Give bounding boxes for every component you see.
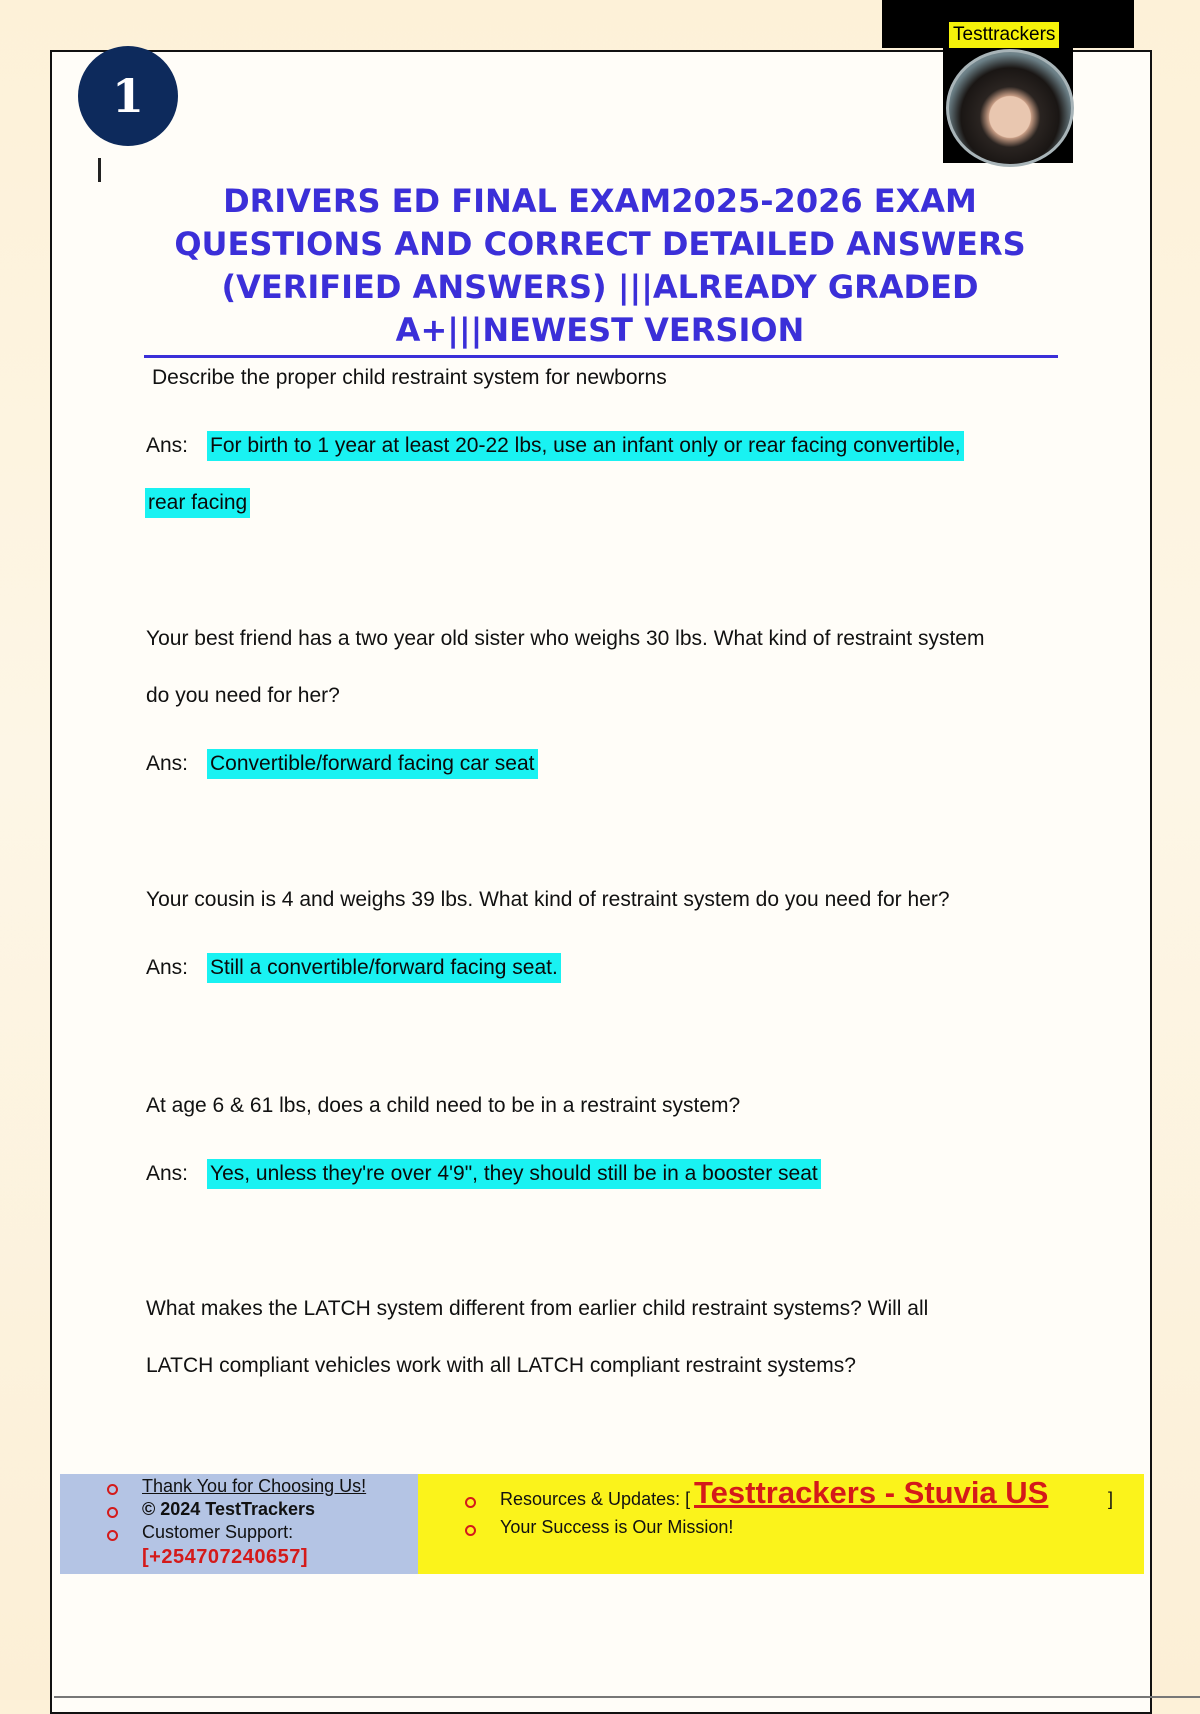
page-title: DRIVERS ED FINAL EXAM2025-2026 EXAM QUESTIONS AND CORRECT DETAILED ANSWERS (VERIFIED ANSWERS) |||ALREADY GRADED A+|||NEWEST VERSION: [174, 182, 1026, 349]
mission-text: Your Success is Our Mission!: [500, 1517, 734, 1537]
bottom-divider: [54, 1696, 1200, 1698]
question-1: Describe the proper child restraint system for newborns: [152, 366, 667, 389]
answer-label-4: Ans:: [146, 1162, 189, 1185]
resources-bracket: ]: [1108, 1489, 1114, 1509]
support-phone[interactable]: [+254707240657]: [142, 1546, 308, 1568]
question-5-line-1: What makes the LATCH system different from earlier child restraint systems? Will all: [146, 1297, 929, 1320]
title-underline: [144, 355, 1058, 358]
question-5-line-2: LATCH compliant vehicles work with all LATCH compliant restraint systems?: [146, 1354, 856, 1377]
bullet-icon: [107, 1507, 118, 1518]
answer-label-2: Ans:: [146, 752, 189, 775]
resources-link[interactable]: Testtrackers - Stuvia US: [694, 1475, 1049, 1510]
brand-label: Testtrackers: [949, 22, 1059, 48]
answer-3: Still a convertible/forward facing seat.: [207, 953, 561, 983]
answer-label-1: Ans:: [146, 434, 189, 457]
support-label: Customer Support:: [142, 1522, 294, 1542]
answer-label-3: Ans:: [146, 956, 189, 979]
copyright-text: © 2024 TestTrackers: [142, 1499, 316, 1519]
answer-2: Convertible/forward facing car seat: [207, 749, 538, 779]
question-3: Your cousin is 4 and weighs 39 lbs. What kind of restraint system do you need for her?: [146, 888, 950, 911]
text-cursor-mark: [98, 158, 101, 182]
bullet-icon: [107, 1530, 118, 1541]
bullet-icon: [107, 1484, 118, 1495]
answer-4: Yes, unless they're over 4'9", they should still be in a booster seat: [207, 1159, 821, 1189]
thank-you-link[interactable]: Thank You for Choosing Us!: [142, 1476, 367, 1496]
bullet-icon: [465, 1525, 476, 1536]
bullet-icon: [465, 1497, 476, 1508]
answer-1-line-2: rear facing: [145, 488, 250, 518]
question-2-line-1: Your best friend has a two year old sister who weighs 30 lbs. What kind of restraint system: [146, 627, 985, 650]
portrait-photo-icon: [946, 49, 1074, 167]
resources-label: Resources & Updates: [: [500, 1489, 691, 1509]
question-2-line-2: do you need for her?: [146, 684, 340, 707]
question-4: At age 6 & 61 lbs, does a child need to be in a restraint system?: [146, 1094, 741, 1117]
page-number-badge: 1: [78, 46, 178, 146]
answer-1-line-1: For birth to 1 year at least 20-22 lbs, use an infant only or rear facing convertible,: [207, 431, 964, 461]
